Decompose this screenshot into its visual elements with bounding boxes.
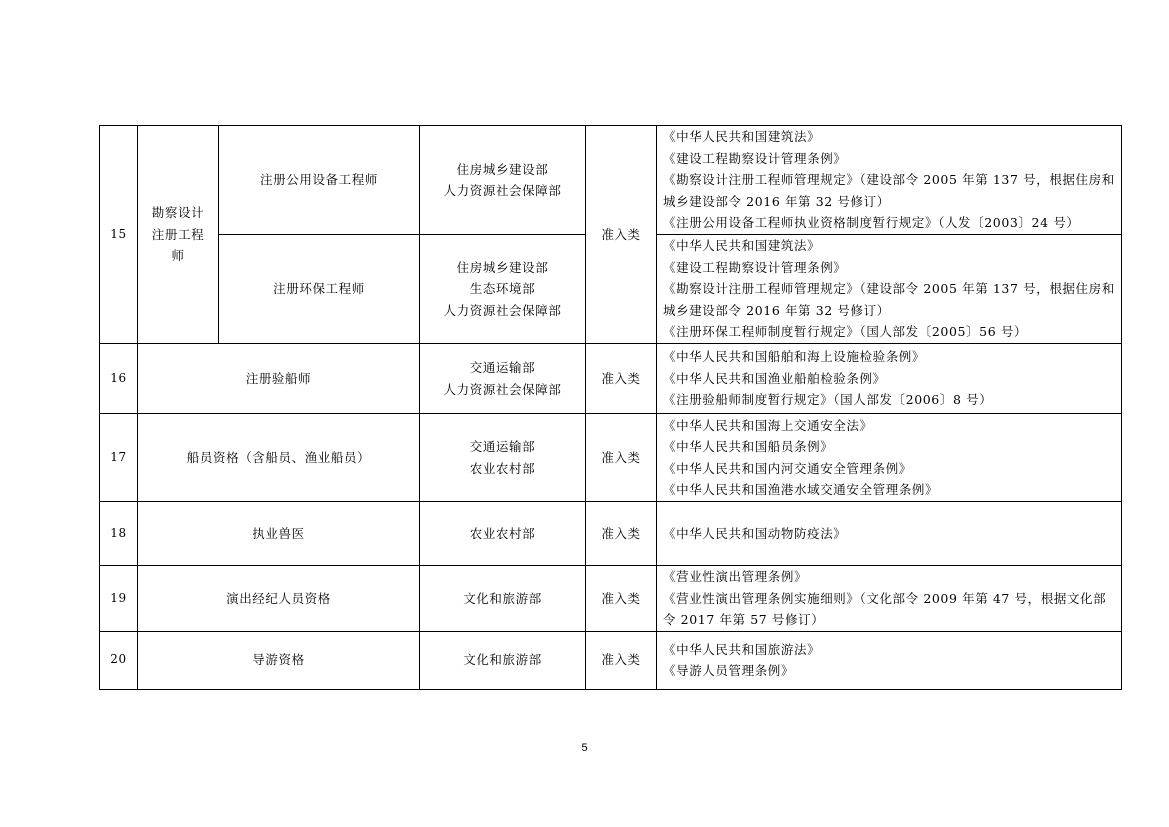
- qualification-table: [99, 125, 1122, 690]
- law-cell: [657, 235, 1122, 344]
- row-number: 20: [100, 631, 138, 689]
- qualification-name: 注册验船师: [138, 344, 420, 414]
- qualification-name: 注册环保工程师: [219, 235, 420, 344]
- department-cell: [420, 344, 586, 414]
- law-cell: [657, 502, 1122, 566]
- law-item: 《注册验船师制度暂行规定》（国人部发〔2006〕8 号）: [663, 392, 993, 408]
- law-item: 《中华人民共和国海上交通安全法》: [663, 417, 873, 433]
- qualification-name: 演出经纪人员资格: [138, 566, 420, 632]
- law-cell: [657, 344, 1122, 414]
- law-item: 《注册环保工程师制度暂行规定》（国人部发〔2005〕56 号）: [663, 324, 1028, 340]
- law-item: 《注册公用设备工程师执业资格制度暂行规定》（人发〔2003〕24 号）: [663, 215, 1080, 231]
- table-row: [100, 414, 1122, 502]
- page-number: 5: [581, 742, 588, 754]
- department-cell: [420, 502, 586, 566]
- law-item: 《建设工程勘察设计管理条例》: [663, 259, 847, 275]
- row-number: 17: [100, 414, 138, 502]
- department-cell: [420, 126, 586, 235]
- department: 住房城乡建设部: [456, 259, 549, 275]
- law-item: 《导游人员管理条例》: [663, 663, 795, 678]
- row-number: 16: [100, 344, 138, 414]
- qualification-name: 船员资格（含船员、渔业船员）: [138, 414, 420, 502]
- department: 交通运输部: [469, 360, 536, 375]
- qualification-name: 导游资格: [138, 631, 420, 689]
- department: 住房城乡建设部: [456, 161, 549, 177]
- law-item: 《勘察设计注册工程师管理规定》（建设部令 2005 年第 137 号，根据住房和城乡建设部令 2016 年第 32 号修订）: [663, 281, 1115, 318]
- law-cell: [657, 566, 1122, 632]
- type-cell: 准入类: [586, 414, 657, 502]
- law-item: 《中华人民共和国渔港水域交通安全管理条例》: [663, 482, 939, 497]
- department-cell: [420, 414, 586, 502]
- department-cell: [420, 631, 586, 689]
- type-cell: 准入类: [586, 126, 657, 344]
- row-number: 19: [100, 566, 138, 632]
- department: 人力资源社会保障部: [443, 381, 562, 397]
- law-cell: [657, 414, 1122, 502]
- law-cell: [657, 126, 1122, 235]
- law-item: 《建设工程勘察设计管理条例》: [663, 150, 847, 166]
- department-cell: [420, 235, 586, 344]
- law-item: 《中华人民共和国动物防疫法》: [663, 525, 847, 541]
- qualification-name: 执业兽医: [138, 502, 420, 566]
- law-item: 《营业性演出管理条例实施细则》（文化部令 2009 年第 47 号，根据文化部令 2017 年第 57 号修订）: [663, 590, 1107, 627]
- qualification-name: 注册公用设备工程师: [219, 126, 420, 235]
- law-item: 《中华人民共和国渔业船舶检验条例》: [663, 370, 886, 386]
- table-row: [100, 502, 1122, 566]
- department: 文化和旅游部: [463, 590, 542, 606]
- category-line: 注册工程: [151, 226, 205, 242]
- table-row: [100, 344, 1122, 414]
- department: 农业农村部: [469, 525, 536, 541]
- department: 农业农村部: [469, 460, 536, 476]
- law-item: 《营业性演出管理条例》: [663, 569, 808, 584]
- department: 生态环境部: [469, 281, 536, 297]
- row-number: 15: [100, 126, 138, 344]
- category-cell: [138, 126, 219, 344]
- law-item: 《中华人民共和国内河交通安全管理条例》: [663, 460, 912, 476]
- table-row: [100, 126, 1122, 235]
- row-number: 18: [100, 502, 138, 566]
- type-cell: 准入类: [586, 502, 657, 566]
- law-item: 《中华人民共和国船员条例》: [663, 439, 834, 454]
- department: 人力资源社会保障部: [443, 302, 562, 318]
- law-cell: [657, 631, 1122, 689]
- table-row: [100, 631, 1122, 689]
- department: 交通运输部: [469, 439, 536, 454]
- law-item: 《中华人民共和国船舶和海上设施检验条例》: [663, 349, 926, 365]
- category-line: 勘察设计: [151, 205, 205, 221]
- department-cell: [420, 566, 586, 632]
- type-cell: 准入类: [586, 631, 657, 689]
- department: 文化和旅游部: [463, 652, 542, 668]
- department: 人力资源社会保障部: [443, 183, 562, 198]
- table-row: [100, 566, 1122, 632]
- law-item: 《勘察设计注册工程师管理规定》（建设部令 2005 年第 137 号，根据住房和城乡建设部令 2016 年第 32 号修订）: [663, 172, 1115, 209]
- law-item: 《中华人民共和国建筑法》: [663, 129, 821, 145]
- category-line: 师: [171, 248, 185, 264]
- law-item: 《中华人民共和国旅游法》: [663, 641, 821, 657]
- type-cell: 准入类: [586, 344, 657, 414]
- law-item: 《中华人民共和国建筑法》: [663, 238, 821, 254]
- type-cell: 准入类: [586, 566, 657, 632]
